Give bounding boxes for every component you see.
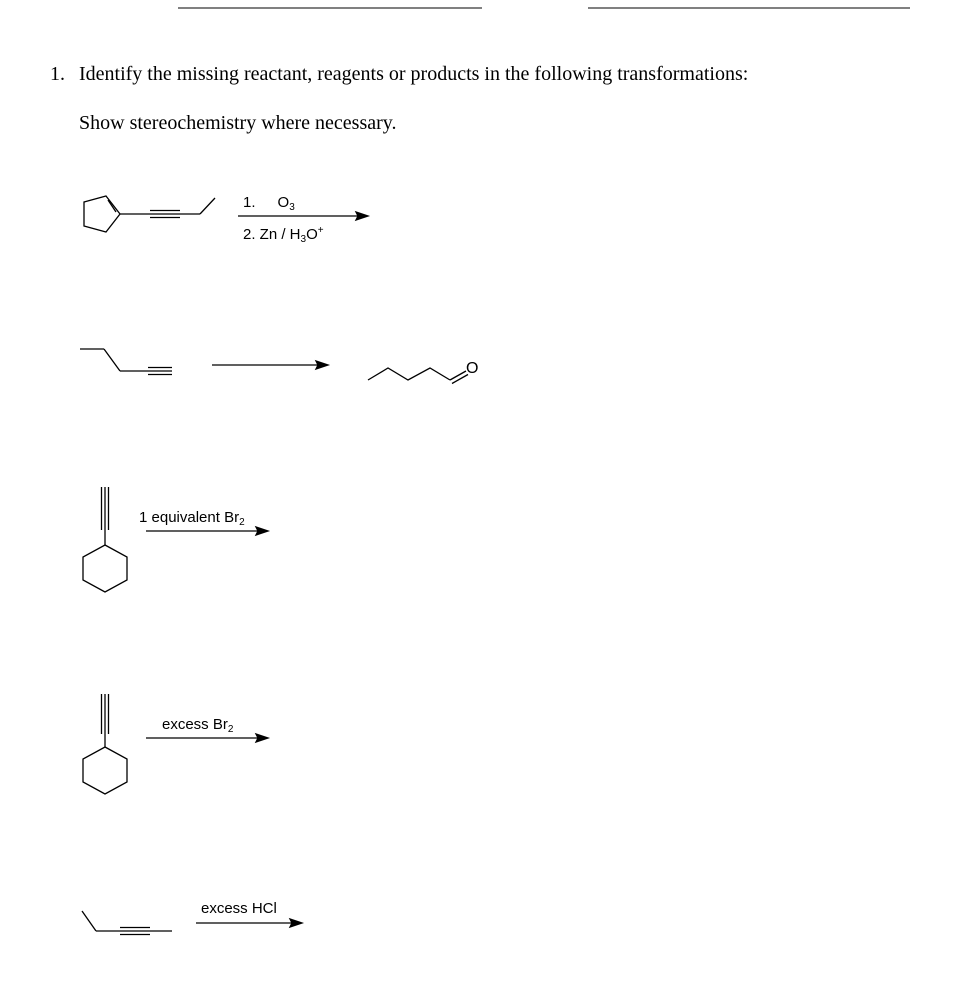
question-number: 1.: [50, 63, 65, 85]
question-prompt: Identify the missing reactant, reagents or products in the following transformations:: [79, 63, 749, 85]
question-instruction: Show stereochemistry where necessary.: [79, 112, 397, 134]
reaction-5-reagent: excess HCl: [201, 900, 277, 917]
arrow-3: [146, 527, 268, 535]
reaction-4-reagent-text: excess Br: [162, 716, 228, 733]
reaction-1-step1-reagent: O: [277, 194, 290, 211]
reaction-1-step2-prefix: 2. Zn / H: [243, 226, 301, 243]
arrow-5: [196, 919, 302, 927]
product-2-aldehyde: [368, 368, 468, 384]
reaction-2-product-oxygen: O: [466, 360, 479, 377]
reaction-1-step2-sub: 3: [300, 234, 307, 245]
arrow-1: [238, 212, 368, 220]
arrow-4: [146, 734, 268, 742]
reactant-1-cyclopentenyl-alkyne: [84, 196, 215, 232]
reaction-1-step1-number: 1.: [243, 194, 256, 211]
reaction-3-reagent-text: 1 equivalent Br: [139, 509, 240, 526]
arrow-2: [212, 361, 328, 369]
reactant-2-pentyne: [80, 349, 172, 375]
reaction-1-step2-sup: +: [317, 225, 324, 236]
reaction-1-step2-mid: O: [306, 226, 318, 243]
reaction-1-step1-sub: 3: [289, 202, 295, 213]
reaction-1-step2: [243, 225, 324, 245]
reaction-4-reagent: [162, 716, 233, 735]
reaction-3-reagent: [139, 509, 245, 528]
reactant-3-ethynylcyclohexane: [83, 487, 127, 592]
reactant-4-ethynylcyclohexane: [83, 694, 127, 794]
reaction-3-reagent-sub: 2: [239, 517, 245, 528]
reactant-5-alkyne: [82, 911, 172, 935]
reaction-4-reagent-sub: 2: [227, 724, 234, 735]
reaction-1-step1: [243, 194, 295, 213]
